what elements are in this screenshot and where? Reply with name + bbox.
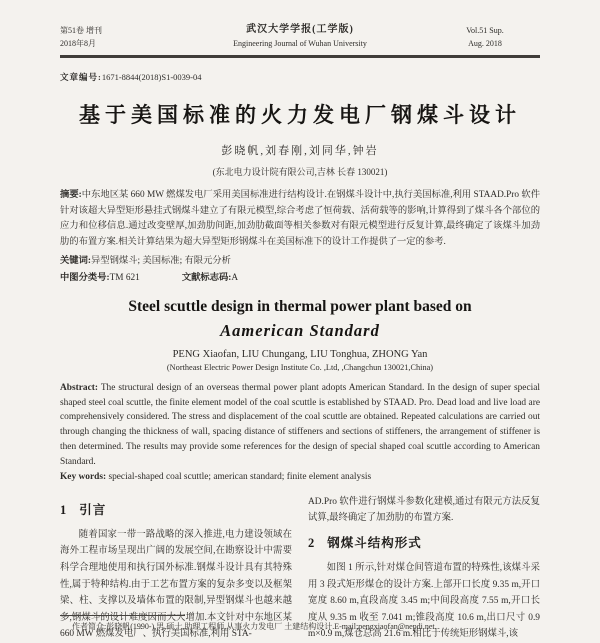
paper-title-cn: 基于美国标准的火力发电厂钢煤斗设计 (79, 102, 521, 127)
keywords-text-cn: 异型钢煤斗; 美国标准; 有限元分析 (91, 256, 231, 267)
section-2-title: 钢煤斗结构形式 (327, 535, 422, 550)
clc-label: 中图分类号: (60, 273, 110, 284)
section-1-text: 随着国家一带一路战略的深入推进,电力建设领域在海外工程市场呈现出广阔的发展空间,在勘察设计中需要科学合理地使用和执行国外标准.钢煤斗设计具有其特殊性,属于特种结构.由于工艺布置方案的复杂多变以及框架梁、柱、支撑以及墙体布置的限制,异型钢煤斗也越来越多,钢煤斗的设计难度因而大大增加.本文针对中东地区某 660 MW 燃煤发电厂、执行美国标准,利用 STA- (60, 529, 292, 640)
keywords-en (60, 472, 540, 482)
abstract-text-en: The structural design of an overseas thermal power plant adopts American Standard. In the design of super special shaped steel coal scuttle, the finite element model of the coal scuttle is established by STAAD. Pro. Dead load and live load are comprehensively considered. The stress and displacement of the coal scuttle are obtained. Repeated calculations are carried out through changing the thickness of wall, spacing distance of stiffeners and sections of stiffeners, the arrangement of stiffener is then determined. The results may provide some references for the design of special shaped coal scuttle according to American Standard. (60, 382, 540, 468)
date-cn: 2018年8月 (60, 38, 96, 48)
section-2-heading (308, 532, 540, 554)
journal-title-en: Engineering Journal of Wuhan University (233, 38, 367, 48)
volume-cn: 第51卷 增刊 (60, 26, 102, 36)
affiliation-cn: (东北电力设计院有限公司,吉林 长春 130021) (212, 166, 388, 177)
doc-code-label: 文献标志码: (181, 273, 232, 284)
authors-cn: 彭晓帆,刘春刚,刘同华,钟岩 (221, 144, 379, 157)
journal-title-block (170, 22, 430, 50)
footnote-divider (60, 615, 185, 616)
abstract-label-en: Abstract: (60, 382, 99, 393)
section-1-title: 引言 (79, 502, 107, 517)
section-1-heading (60, 499, 292, 521)
paper-title-en-line2: Aamerican Standard (220, 320, 380, 340)
abstract-cn (60, 188, 540, 250)
abstract-text-cn: 中东地区某 660 MW 燃煤发电厂采用美国标准进行结构设计.在钢煤斗设计中,执行美国标准,利用 STAAD.Pro 软件针对该超大异型矩形悬挂式钢煤斗建立了有限元模型,综合考虑了恒荷载、活荷载等的影响,计算得到了煤斗各个部位的应力和位移信息.通过改变壁厚,加劲肋间距,加劲肋截面等相关参数对有限元模型进行反复计算,最终确定了该煤斗加劲肋的布置方案.相关计算结果为超大异型矩形钢煤斗在美国标准下的设计工作提供了一定的参考. (60, 189, 540, 247)
volume-en: Vol.51 Sup. (466, 26, 504, 36)
abstract-en (60, 381, 540, 470)
keywords-label-en: Key words: (60, 471, 107, 482)
clc-line (60, 269, 540, 283)
paper-title-en-line1: Steel scuttle design in thermal power plant based on (128, 298, 472, 316)
section-1-number: 1 (60, 502, 68, 517)
article-number (60, 71, 540, 83)
date-en: Aug. 2018 (468, 38, 502, 48)
header-volume-block-en (430, 25, 540, 50)
article-number-label: 文章编号: (60, 71, 102, 82)
article-number-value: 1671-8844(2018)S1-0039-04 (101, 71, 202, 82)
section-1-continuation: AD.Pro 软件进行钢煤斗参数化建模,通过有限元方法反复试算,最终确定了加劲肋的布置方案. (308, 496, 540, 524)
page-footer (60, 615, 540, 632)
affiliation-en: (Northeast Electric Power Design Institute Co. ,Ltd, ,Changchun 130021,China) (166, 362, 434, 372)
section-2-number: 2 (308, 535, 316, 550)
section-2-text: 如图 1 所示,针对煤仓间管道布置的特殊性,该煤斗采用 3 段式矩形煤仓的设计方案.上部开口长度 9.35 m,开口宽度 8.60 m,直段高度 3.45 m;中间段高度 7.55 m,开口长度从 9.35 m 收至 7.041 m;锥段高度 10.6 m,出口尺寸 0.9 m×0.9 m,煤仓总高 21.6 m.相比于传统矩形钢煤斗,该 (308, 562, 540, 640)
keywords-label-cn: 关键词: (60, 256, 91, 267)
journal-title-cn: 武汉大学学报(工学版) (246, 24, 354, 35)
author-bio: 作者简介:彭晓帆(1990-),男,硕士,助理工程师,从事火力发电厂 土建结构设计.E-mail:pengxiaofan@nepdi.net. (72, 622, 437, 631)
doc-code-value: A (231, 273, 239, 284)
keywords-text-en: special-shaped coal scuttle; american standard; finite element analysis (108, 471, 372, 482)
paper-title-en (60, 296, 540, 342)
clc-value: TM 621 (109, 273, 140, 284)
header-volume-block-cn (60, 25, 170, 50)
abstract-label-cn: 摘要: (60, 189, 82, 200)
journal-header (60, 22, 540, 58)
authors-en: PENG Xiaofan, LIU Chungang, LIU Tonghua, ZHONG Yan (172, 348, 428, 360)
keywords-cn (60, 252, 540, 266)
